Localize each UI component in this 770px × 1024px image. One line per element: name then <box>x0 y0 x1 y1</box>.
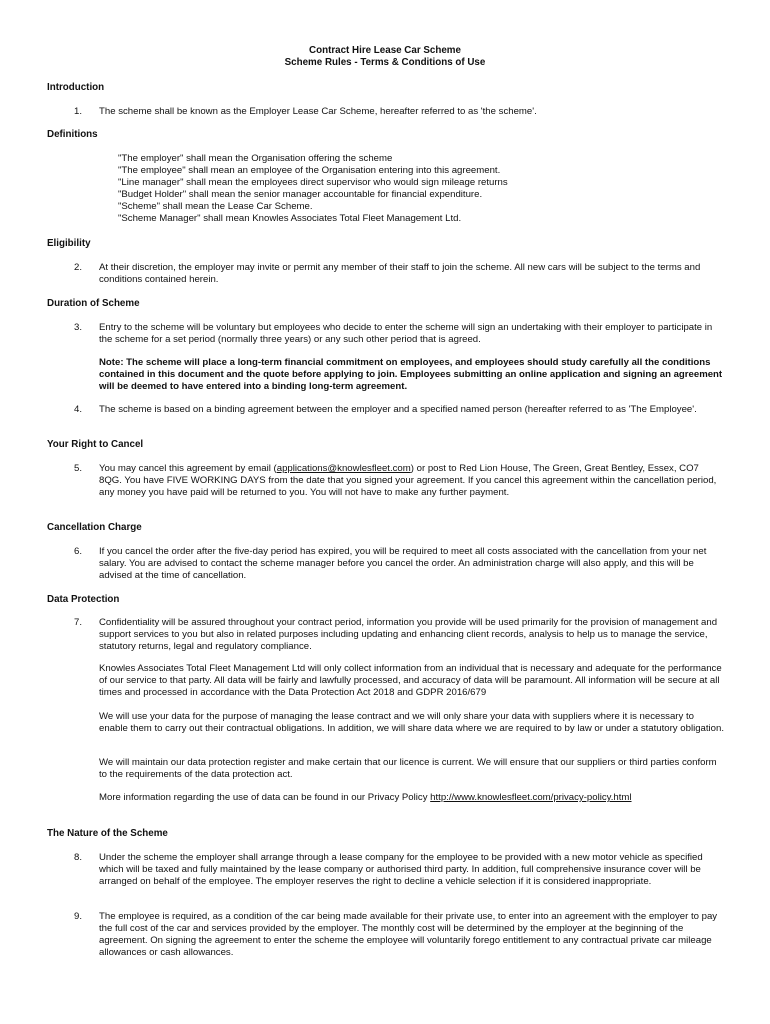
clause-3-note: Note: The scheme will place a long-term financial commitment on employees, and employees should study carefully all the conditions contained in this document and the quote before applying to join. Employees submitting an online application and signing an agreement will be deemed to have entered into a binding long-term agreement. <box>99 357 723 392</box>
clause-number: 6. <box>74 546 83 557</box>
clause-number: 2. <box>74 262 83 273</box>
clause-number: 7. <box>74 617 83 628</box>
privacy-policy-link[interactable]: http://www.knowlesfleet.com/privacy-policy.html <box>430 792 632 803</box>
clause-text: Confidentiality will be assured throughout your contract period, information you provide will be used primarily for the provision of management and support services to you but also in related purposes including updating and enhancing client records, analysis to help us to manage the service, statutory returns, legal and regulatory compliance. <box>99 617 718 652</box>
heading-definitions: Definitions <box>47 129 98 140</box>
definition-budget-holder: "Budget Holder" shall mean the senior manager accountable for financial expenditure. <box>118 188 483 200</box>
data-protection-paragraph-3: We will use your data for the purpose of managing the lease contract and we will only share your data with suppliers where it is necessary to enable them to carry out their contractual obligations. In addition, we will share data where we are required to by law or under a statutory obligation. <box>99 711 725 734</box>
clause-text: The scheme shall be known as the Employer Lease Car Scheme, hereafter referred to as 'the scheme'. <box>99 106 537 117</box>
definition-line-manager: "Line manager" shall mean the employees direct supervisor who would sign mileage returns <box>118 176 508 188</box>
clause-text: You may cancel this agreement by email (applications@knowlesfleet.com) or post to Red Lion House, The Green, Great Bentley, Essex, CO7 8QG. You have FIVE WORKING DAYS from the date that you signed your agreement. If you cancel this agreement within the cancellation period, any money you have paid will be returned to you. You will not have to make any further payment. <box>99 463 717 498</box>
data-protection-paragraph-2: Knowles Associates Total Fleet Management Ltd will only collect information from an individual that is necessary and adequate for the performance of our service to that party. All data will be fairly and lawfully processed, and accuracy of data will be paramount. All information will be secure at all times and processed in accordance with the Data Protection Act 2018 and GDPR 2016/679 <box>99 663 722 698</box>
clause-number: 9. <box>74 911 83 922</box>
clause-text: The scheme is based on a binding agreement between the employer and a specified named person (hereafter referred to as 'The Employee'. <box>99 404 697 415</box>
clause-number: 5. <box>74 463 83 474</box>
cancel-email-link[interactable]: applications@knowlesfleet.com <box>276 463 411 474</box>
heading-data-protection: Data Protection <box>47 594 120 605</box>
heading-duration: Duration of Scheme <box>47 298 140 309</box>
definition-scheme-manager: "Scheme Manager" shall mean Knowles Associates Total Fleet Management Ltd. <box>118 212 462 224</box>
data-protection-paragraph-4: We will maintain our data protection register and make certain that our licence is current. We will ensure that our suppliers or third parties conform to the requirements of the data protection act. <box>99 757 717 780</box>
clause-number: 4. <box>74 404 83 415</box>
heading-cancellation-charge: Cancellation Charge <box>47 522 142 533</box>
clause-text: At their discretion, the employer may invite or permit any member of their staff to join the scheme. All new cars will be subject to the terms and conditions contained herein. <box>99 262 701 285</box>
clause-number: 3. <box>74 322 83 333</box>
clause-text: Entry to the scheme will be voluntary but employees who decide to enter the scheme will sign an undertaking with their employer to participate in the scheme for a set period (normally three years) or any such other period that is agreed. <box>99 322 713 345</box>
clause-text: If you cancel the order after the five-day period has expired, you will be required to meet all costs associated with the cancellation from your net salary. You are advised to contact the scheme manager before you cancel the order. An administration charge will also apply, and this will be advised at the time of cancellation. <box>99 546 707 581</box>
definition-employee: "The employee" shall mean an employee of the Organisation entering into this agreement. <box>118 164 501 176</box>
definition-scheme: "Scheme" shall mean the Lease Car Scheme. <box>118 200 313 212</box>
document-subtitle: Scheme Rules - Terms & Conditions of Use <box>284 57 486 68</box>
clause-number: 8. <box>74 852 83 863</box>
clause-number: 1. <box>74 106 83 117</box>
heading-eligibility: Eligibility <box>47 238 91 249</box>
heading-right-to-cancel: Your Right to Cancel <box>47 439 144 450</box>
definitions-list <box>118 153 718 224</box>
data-protection-paragraph-5: More information regarding the use of data can be found in our Privacy Policy http://www.knowlesfleet.com/privacy-policy.html <box>99 792 632 803</box>
heading-nature-of-scheme: The Nature of the Scheme <box>47 828 168 839</box>
clause-text: Under the scheme the employer shall arrange through a lease company for the employee to be provided with a new motor vehicle as specified which will be taxed and fully maintained by the lease company or authorised third party. In addition, full comprehensive insurance cover will be arranged on behalf of the employee. The employer reserves the right to decline a vehicle selection if it is considered inappropriate. <box>99 852 703 887</box>
document-title: Contract Hire Lease Car Scheme <box>309 45 461 56</box>
heading-introduction: Introduction <box>47 82 105 93</box>
definition-employer: "The employer" shall mean the Organisation offering the scheme <box>118 153 393 164</box>
clause-text: The employee is required, as a condition of the car being made available for their private use, to enter into an agreement with the employer to pay the full cost of the car and services provided by the employer. The monthly cost will be determined by the employer at the beginning of the agreement. On signing the agreement to enter the scheme the employee will voluntarily forego entitlement to any contractual private car mileage allowances or cash allowances. <box>99 911 718 958</box>
